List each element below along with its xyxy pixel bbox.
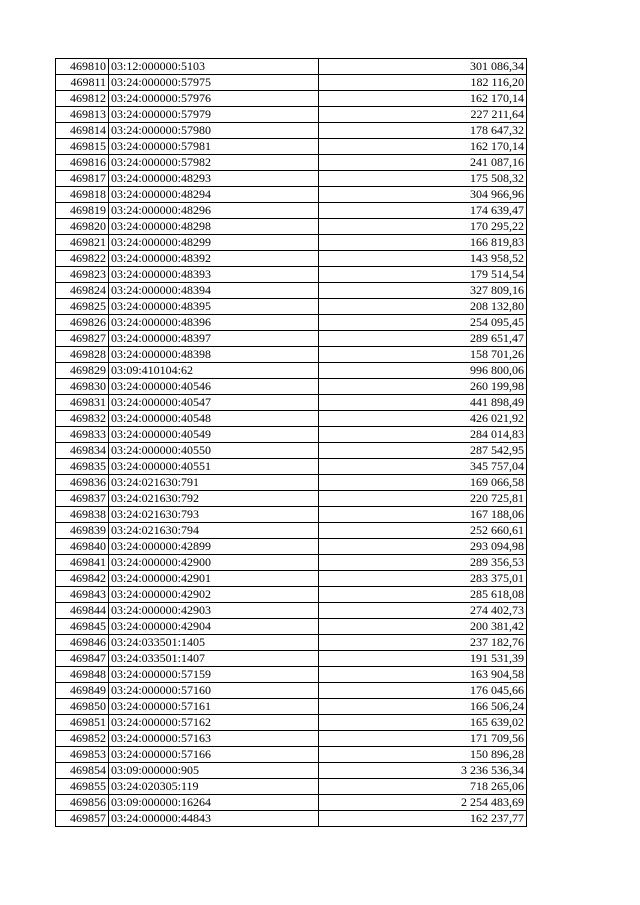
cadastral-value-cell: 171 709,56: [319, 731, 527, 747]
cadastral-value-cell: 169 066,58: [319, 475, 527, 491]
row-number-cell: 469846: [56, 635, 109, 651]
row-number-cell: 469850: [56, 699, 109, 715]
cadastral-value-cell: 301 086,34: [319, 59, 527, 75]
cadastral-number-cell: 03:24:000000:57982: [109, 155, 319, 171]
table-row: [56, 747, 527, 763]
cadastral-value-cell: 220 725,81: [319, 491, 527, 507]
row-number-cell: 469852: [56, 731, 109, 747]
row-number-cell: 469819: [56, 203, 109, 219]
row-number-cell: 469843: [56, 587, 109, 603]
table-row: [56, 235, 527, 251]
table-body: [56, 59, 527, 827]
cadastral-number-cell: 03:24:000000:40551: [109, 459, 319, 475]
table-row: [56, 123, 527, 139]
cadastral-number-cell: 03:24:000000:48394: [109, 283, 319, 299]
table-row: [56, 283, 527, 299]
table-row: [56, 395, 527, 411]
table-row: [56, 523, 527, 539]
cadastral-number-cell: 03:24:000000:57161: [109, 699, 319, 715]
table-row: [56, 779, 527, 795]
cadastral-value-cell: 162 237,77: [319, 811, 527, 827]
cadastral-number-cell: 03:24:000000:48398: [109, 347, 319, 363]
table-row: [56, 619, 527, 635]
cadastral-value-cell: 182 116,20: [319, 75, 527, 91]
cadastral-value-cell: 208 132,80: [319, 299, 527, 315]
cadastral-value-cell: 289 651,47: [319, 331, 527, 347]
cadastral-value-cell: 3 236 536,34: [319, 763, 527, 779]
cadastral-number-cell: 03:24:000000:48296: [109, 203, 319, 219]
table-row: [56, 587, 527, 603]
cadastral-number-cell: 03:24:000000:48392: [109, 251, 319, 267]
table-row: [56, 363, 527, 379]
row-number-cell: 469831: [56, 395, 109, 411]
cadastral-value-cell: 162 170,14: [319, 91, 527, 107]
table-row: [56, 107, 527, 123]
row-number-cell: 469823: [56, 267, 109, 283]
cadastral-number-cell: 03:24:000000:48299: [109, 235, 319, 251]
cadastral-number-cell: 03:24:000000:57975: [109, 75, 319, 91]
cadastral-number-cell: 03:24:000000:40547: [109, 395, 319, 411]
cadastral-value-cell: 287 542,95: [319, 443, 527, 459]
row-number-cell: 469822: [56, 251, 109, 267]
cadastral-value-cell: 227 211,64: [319, 107, 527, 123]
table-row: [56, 427, 527, 443]
cadastral-value-cell: 162 170,14: [319, 139, 527, 155]
cadastral-value-cell: 179 514,54: [319, 267, 527, 283]
cadastral-value-table: [55, 58, 527, 827]
row-number-cell: 469821: [56, 235, 109, 251]
row-number-cell: 469829: [56, 363, 109, 379]
row-number-cell: 469810: [56, 59, 109, 75]
cadastral-number-cell: 03:24:021630:794: [109, 523, 319, 539]
cadastral-number-cell: 03:24:000000:57981: [109, 139, 319, 155]
cadastral-number-cell: 03:24:000000:48397: [109, 331, 319, 347]
table-row: [56, 379, 527, 395]
cadastral-value-cell: 175 508,32: [319, 171, 527, 187]
row-number-cell: 469835: [56, 459, 109, 475]
table-row: [56, 635, 527, 651]
row-number-cell: 469838: [56, 507, 109, 523]
cadastral-number-cell: 03:24:000000:57163: [109, 731, 319, 747]
cadastral-value-cell: 285 618,08: [319, 587, 527, 603]
cadastral-value-cell: 283 375,01: [319, 571, 527, 587]
cadastral-value-cell: 174 639,47: [319, 203, 527, 219]
table-row: [56, 475, 527, 491]
row-number-cell: 469827: [56, 331, 109, 347]
cadastral-number-cell: 03:24:000000:48393: [109, 267, 319, 283]
cadastral-value-cell: 426 021,92: [319, 411, 527, 427]
cadastral-number-cell: 03:24:000000:48293: [109, 171, 319, 187]
row-number-cell: 469845: [56, 619, 109, 635]
table-row: [56, 219, 527, 235]
cadastral-value-cell: 2 254 483,69: [319, 795, 527, 811]
cadastral-value-cell: 167 188,06: [319, 507, 527, 523]
row-number-cell: 469841: [56, 555, 109, 571]
table-row: [56, 459, 527, 475]
cadastral-number-cell: 03:24:000000:57979: [109, 107, 319, 123]
row-number-cell: 469815: [56, 139, 109, 155]
table-row: [56, 171, 527, 187]
cadastral-value-cell: 150 896,28: [319, 747, 527, 763]
table-row: [56, 763, 527, 779]
row-number-cell: 469832: [56, 411, 109, 427]
table-row: [56, 715, 527, 731]
cadastral-value-cell: 345 757,04: [319, 459, 527, 475]
cadastral-number-cell: 03:24:000000:44843: [109, 811, 319, 827]
cadastral-number-cell: 03:24:021630:792: [109, 491, 319, 507]
cadastral-number-cell: 03:24:000000:40546: [109, 379, 319, 395]
cadastral-value-cell: 200 381,42: [319, 619, 527, 635]
cadastral-value-cell: 260 199,98: [319, 379, 527, 395]
row-number-cell: 469825: [56, 299, 109, 315]
row-number-cell: 469836: [56, 475, 109, 491]
table-row: [56, 443, 527, 459]
row-number-cell: 469817: [56, 171, 109, 187]
row-number-cell: 469847: [56, 651, 109, 667]
cadastral-number-cell: 03:24:000000:57166: [109, 747, 319, 763]
row-number-cell: 469854: [56, 763, 109, 779]
cadastral-number-cell: 03:24:000000:42902: [109, 587, 319, 603]
cadastral-value-cell: 293 094,98: [319, 539, 527, 555]
table-row: [56, 91, 527, 107]
row-number-cell: 469855: [56, 779, 109, 795]
row-number-cell: 469857: [56, 811, 109, 827]
table-row: [56, 811, 527, 827]
cadastral-number-cell: 03:24:021630:793: [109, 507, 319, 523]
row-number-cell: 469842: [56, 571, 109, 587]
table-row: [56, 155, 527, 171]
table-row: [56, 75, 527, 91]
table-row: [56, 491, 527, 507]
cadastral-value-cell: 191 531,39: [319, 651, 527, 667]
cadastral-number-cell: 03:24:000000:48298: [109, 219, 319, 235]
cadastral-value-cell: 237 182,76: [319, 635, 527, 651]
cadastral-number-cell: 03:24:033501:1405: [109, 635, 319, 651]
row-number-cell: 469834: [56, 443, 109, 459]
table-row: [56, 795, 527, 811]
cadastral-number-cell: 03:24:000000:57159: [109, 667, 319, 683]
cadastral-value-cell: 170 295,22: [319, 219, 527, 235]
table-row: [56, 603, 527, 619]
row-number-cell: 469816: [56, 155, 109, 171]
cadastral-number-cell: 03:09:000000:905: [109, 763, 319, 779]
cadastral-value-cell: 274 402,73: [319, 603, 527, 619]
cadastral-value-cell: 178 647,32: [319, 123, 527, 139]
row-number-cell: 469837: [56, 491, 109, 507]
table-row: [56, 139, 527, 155]
cadastral-value-cell: 241 087,16: [319, 155, 527, 171]
cadastral-value-cell: 289 356,53: [319, 555, 527, 571]
cadastral-number-cell: 03:24:021630:791: [109, 475, 319, 491]
cadastral-value-cell: 176 045,66: [319, 683, 527, 699]
row-number-cell: 469853: [56, 747, 109, 763]
row-number-cell: 469844: [56, 603, 109, 619]
row-number-cell: 469812: [56, 91, 109, 107]
table-row: [56, 683, 527, 699]
table-row: [56, 667, 527, 683]
cadastral-number-cell: 03:24:000000:57976: [109, 91, 319, 107]
row-number-cell: 469839: [56, 523, 109, 539]
table-row: [56, 347, 527, 363]
cadastral-number-cell: 03:24:000000:48395: [109, 299, 319, 315]
cadastral-value-cell: 718 265,06: [319, 779, 527, 795]
cadastral-number-cell: 03:24:000000:48294: [109, 187, 319, 203]
table-row: [56, 731, 527, 747]
cadastral-value-cell: 327 809,16: [319, 283, 527, 299]
cadastral-value-cell: 166 506,24: [319, 699, 527, 715]
cadastral-number-cell: 03:24:000000:57160: [109, 683, 319, 699]
cadastral-value-cell: 158 701,26: [319, 347, 527, 363]
cadastral-number-cell: 03:24:000000:57162: [109, 715, 319, 731]
row-number-cell: 469826: [56, 315, 109, 331]
cadastral-number-cell: 03:24:000000:42904: [109, 619, 319, 635]
cadastral-value-cell: 165 639,02: [319, 715, 527, 731]
row-number-cell: 469833: [56, 427, 109, 443]
table-row: [56, 411, 527, 427]
cadastral-value-cell: 143 958,52: [319, 251, 527, 267]
table-row: [56, 507, 527, 523]
cadastral-value-cell: 284 014,83: [319, 427, 527, 443]
cadastral-number-cell: 03:24:000000:40550: [109, 443, 319, 459]
cadastral-number-cell: 03:24:000000:48396: [109, 315, 319, 331]
row-number-cell: 469811: [56, 75, 109, 91]
cadastral-number-cell: 03:24:020305:119: [109, 779, 319, 795]
cadastral-number-cell: 03:24:000000:42901: [109, 571, 319, 587]
row-number-cell: 469820: [56, 219, 109, 235]
row-number-cell: 469851: [56, 715, 109, 731]
cadastral-value-cell: 163 904,58: [319, 667, 527, 683]
cadastral-number-cell: 03:24:000000:57980: [109, 123, 319, 139]
table-row: [56, 267, 527, 283]
row-number-cell: 469818: [56, 187, 109, 203]
table-row: [56, 571, 527, 587]
table-row: [56, 555, 527, 571]
cadastral-number-cell: 03:24:000000:42903: [109, 603, 319, 619]
cadastral-value-cell: 252 660,61: [319, 523, 527, 539]
row-number-cell: 469813: [56, 107, 109, 123]
row-number-cell: 469824: [56, 283, 109, 299]
row-number-cell: 469849: [56, 683, 109, 699]
table-row: [56, 315, 527, 331]
table-row: [56, 299, 527, 315]
table-row: [56, 251, 527, 267]
cadastral-number-cell: 03:09:000000:16264: [109, 795, 319, 811]
table-row: [56, 187, 527, 203]
table-row: [56, 699, 527, 715]
row-number-cell: 469856: [56, 795, 109, 811]
row-number-cell: 469848: [56, 667, 109, 683]
cadastral-number-cell: 03:24:000000:42899: [109, 539, 319, 555]
row-number-cell: 469840: [56, 539, 109, 555]
table-row: [56, 539, 527, 555]
row-number-cell: 469830: [56, 379, 109, 395]
row-number-cell: 469814: [56, 123, 109, 139]
table-row: [56, 331, 527, 347]
cadastral-value-cell: 304 966,96: [319, 187, 527, 203]
cadastral-number-cell: 03:24:000000:40549: [109, 427, 319, 443]
cadastral-value-cell: 441 898,49: [319, 395, 527, 411]
table-row: [56, 59, 527, 75]
cadastral-value-cell: 254 095,45: [319, 315, 527, 331]
table-row: [56, 203, 527, 219]
row-number-cell: 469828: [56, 347, 109, 363]
table-row: [56, 651, 527, 667]
cadastral-number-cell: 03:12:000000:5103: [109, 59, 319, 75]
cadastral-number-cell: 03:24:000000:40548: [109, 411, 319, 427]
cadastral-value-cell: 166 819,83: [319, 235, 527, 251]
cadastral-number-cell: 03:09:410104:62: [109, 363, 319, 379]
cadastral-number-cell: 03:24:033501:1407: [109, 651, 319, 667]
cadastral-value-cell: 996 800,06: [319, 363, 527, 379]
cadastral-number-cell: 03:24:000000:42900: [109, 555, 319, 571]
